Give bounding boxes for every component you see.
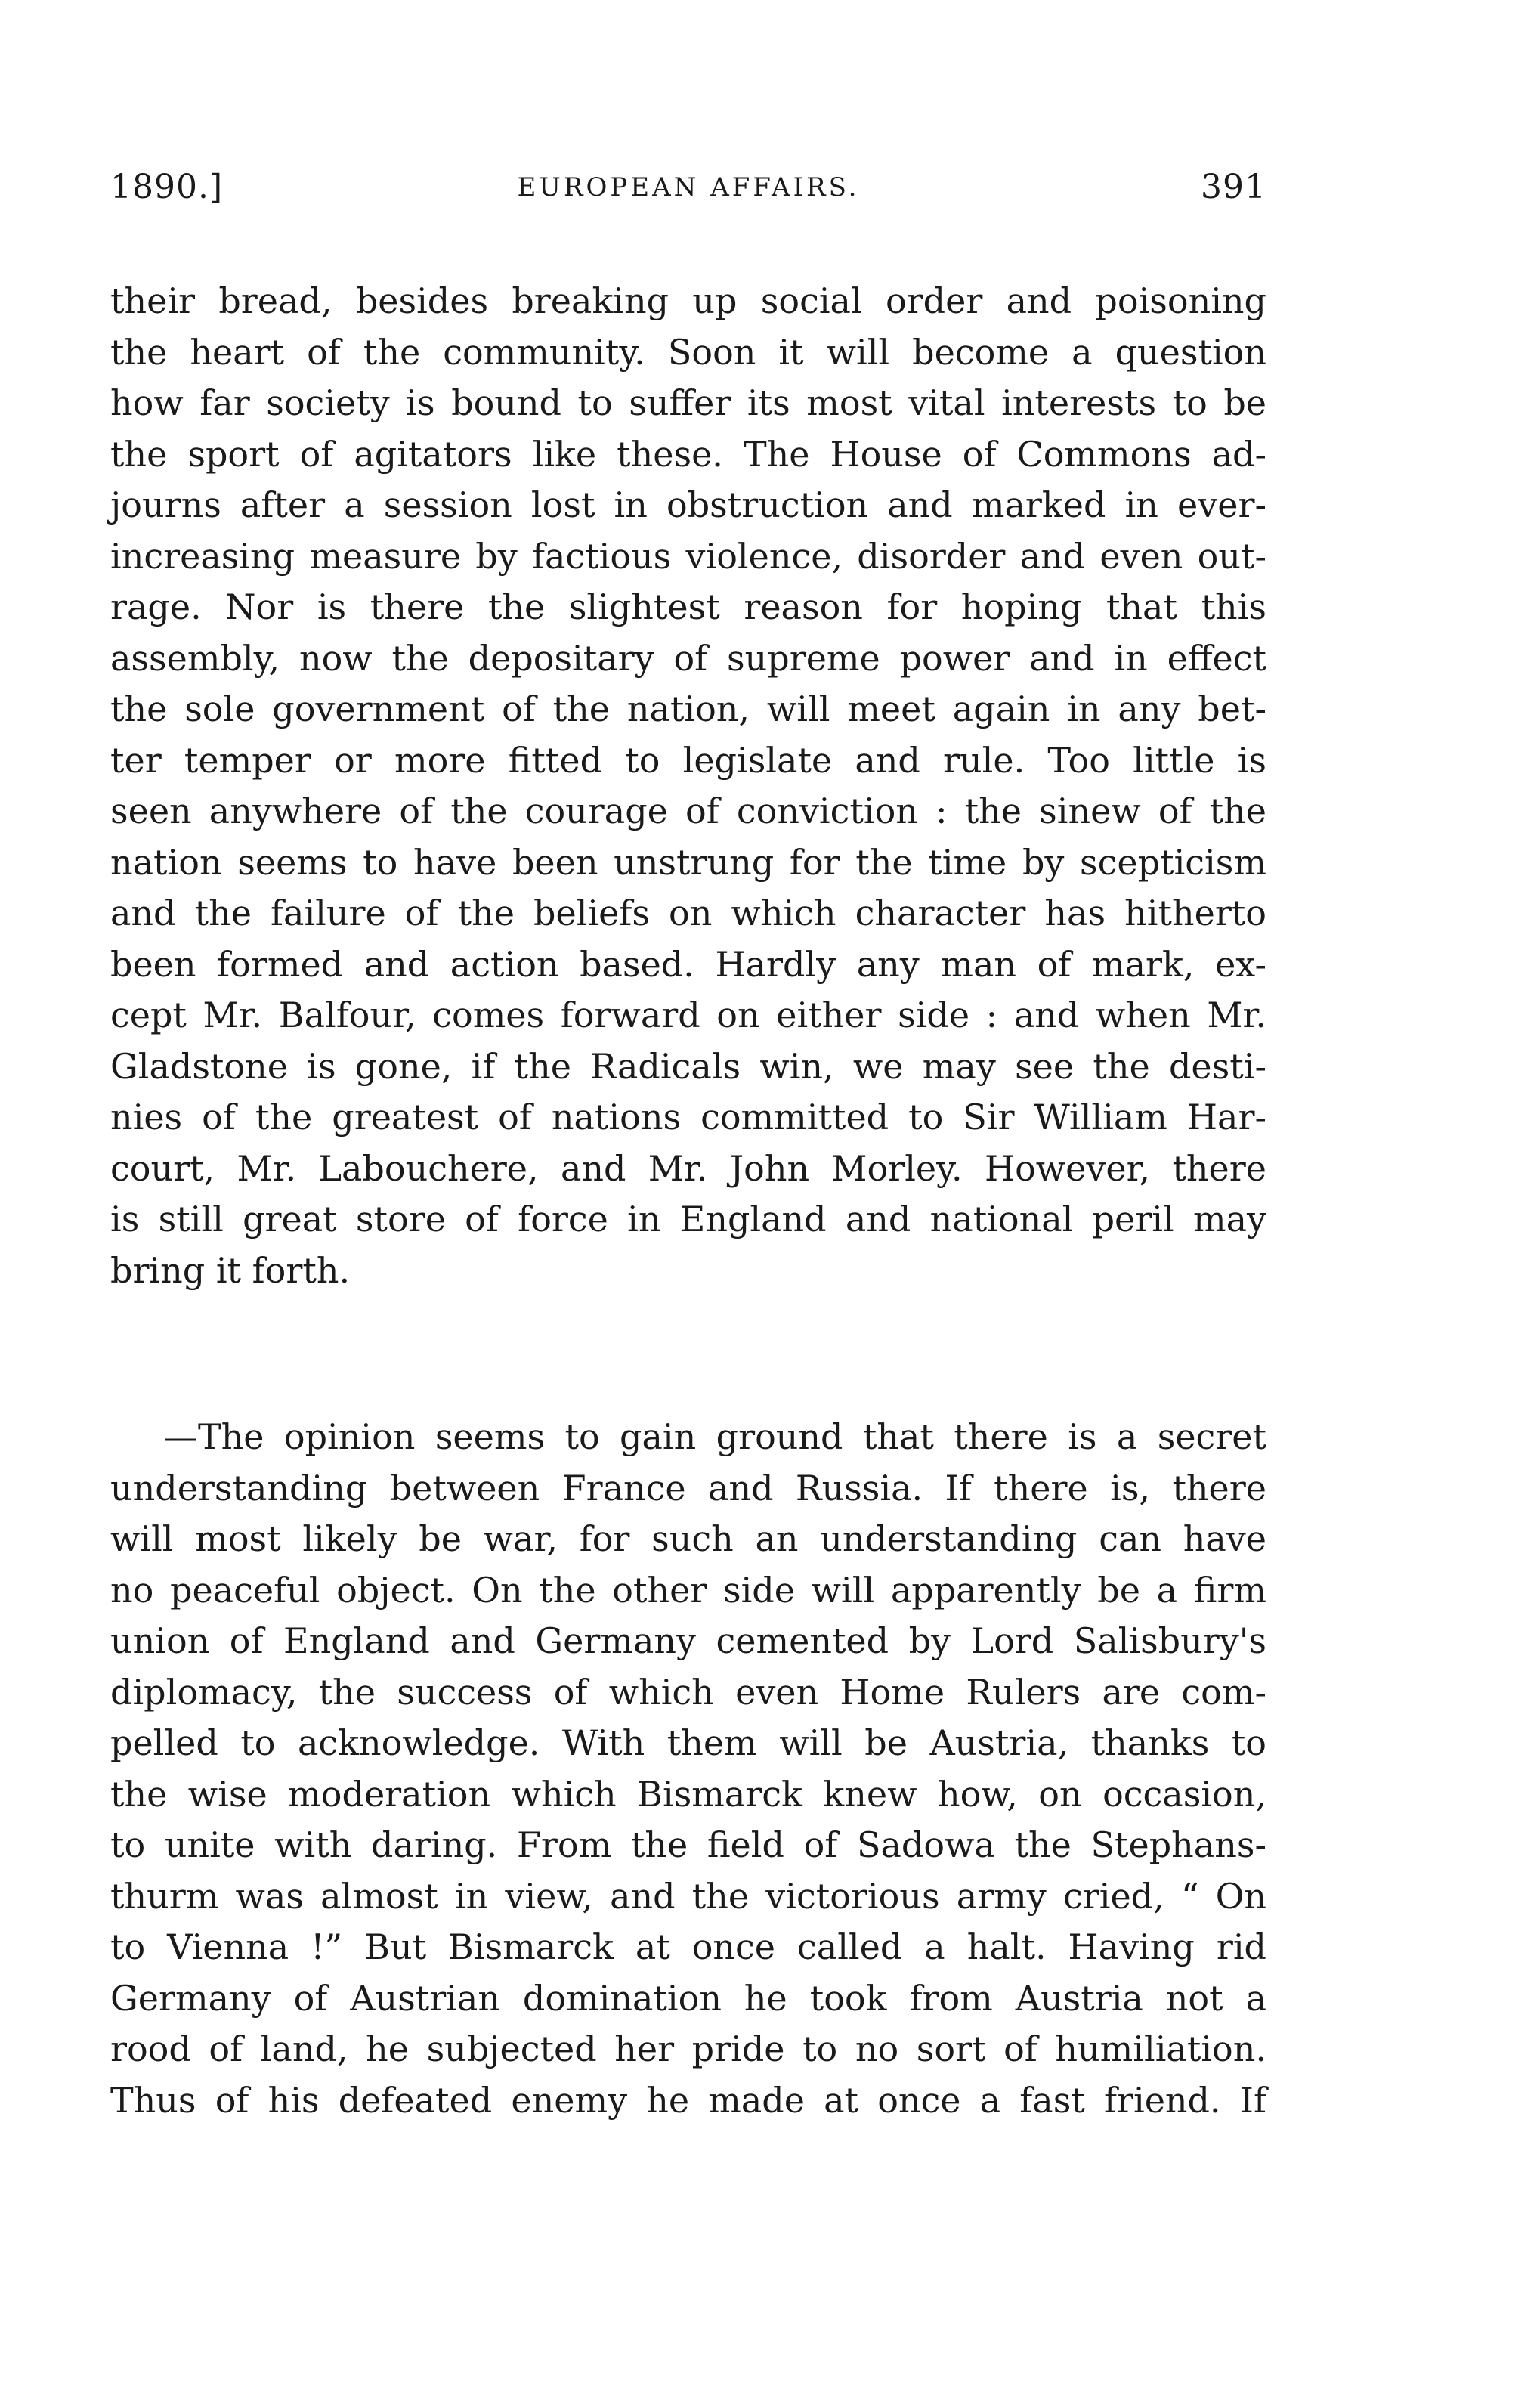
text-line: the heart of the community. Soon it will become a question [110, 331, 1266, 373]
text-line: Gladstone is gone, if the Radicals win, we may see the desti- [110, 1045, 1266, 1087]
text-line: how far society is bound to suffer its most vital interests to be [110, 382, 1266, 423]
text-line: the sole government of the nation, will meet again in any bet- [110, 689, 1266, 729]
text-line: to unite with daring. From the field of Sadowa the Stephans- [110, 1824, 1266, 1865]
text-line: seen anywhere of the courage of conviction : the sinew of the [110, 791, 1266, 831]
paragraph-2 [110, 1412, 1266, 2126]
text-line: bring it forth. [110, 1249, 351, 1291]
text-line: rood of land, he subjected her pride to no sort of humiliation. [110, 2028, 1266, 2069]
text-line: will most likely be war, for such an understanding can have [110, 1518, 1266, 1559]
text-line: increasing measure by factious violence, disorder and even out- [110, 535, 1266, 577]
text-line: nation seems to have been unstrung for the time by scepticism [110, 841, 1266, 883]
text-line: no peaceful object. On the other side will apparently be a firm [110, 1569, 1266, 1611]
text-line: nies of the greatest of nations committed to Sir William Har- [110, 1097, 1266, 1137]
text-line: rage. Nor is there the slightest reason for hoping that this [110, 586, 1266, 627]
header-title: EUROPEAN AFFAIRS. [517, 172, 860, 203]
text-line: the wise moderation which Bismarck knew how, on occasion, [110, 1773, 1266, 1815]
text-line: to Vienna !” But Bismarck at once called a halt. Having rid [110, 1926, 1266, 1967]
text-line: Germany of Austrian domination he took from Austria not a [110, 1977, 1266, 2019]
text-line: is still great store of force in England and national peril may [110, 1199, 1266, 1239]
text-line: assembly, now the depositary of supreme power and in effect [110, 637, 1266, 679]
running-header [110, 168, 1266, 221]
text-line: pelled to acknowledge. With them will be Austria, thanks to [110, 1722, 1266, 1763]
text-line: been formed and action based. Hardly any man of mark, ex- [110, 943, 1266, 985]
text-line: their bread, besides breaking up social order and poisoning [110, 280, 1266, 321]
page-number: 391 [1201, 168, 1266, 206]
text-line: cept Mr. Balfour, comes forward on either side : and when Mr. [110, 995, 1266, 1035]
text-line: —The opinion seems to gain ground that there is a secret [163, 1416, 1266, 1457]
paragraph-1 [110, 276, 1266, 1296]
text-line: Thus of his defeated enemy he made at once a fast friend. If [110, 2079, 1266, 2121]
text-line: and the failure of the beliefs on which character has hitherto [110, 893, 1266, 933]
text-line: understanding between France and Russia. If there is, there [110, 1467, 1266, 1509]
text-line: thurm was almost in view, and the victorious army cried, “ On [110, 1875, 1266, 1917]
text-line: ter temper or more fitted to legislate and rule. Too little is [110, 739, 1266, 781]
text-line: journs after a session lost in obstruction and marked in ever- [110, 484, 1266, 525]
text-line: diplomacy, the success of which even Home Rulers are com- [110, 1671, 1266, 1713]
text-line: court, Mr. Labouchere, and Mr. John Morley. However, there [110, 1147, 1266, 1189]
header-year: 1890.] [110, 168, 224, 206]
text-line: the sport of agitators like these. The House of Commons ad- [110, 433, 1266, 475]
text-line: union of England and Germany cemented by Lord Salisbury's [110, 1620, 1266, 1661]
